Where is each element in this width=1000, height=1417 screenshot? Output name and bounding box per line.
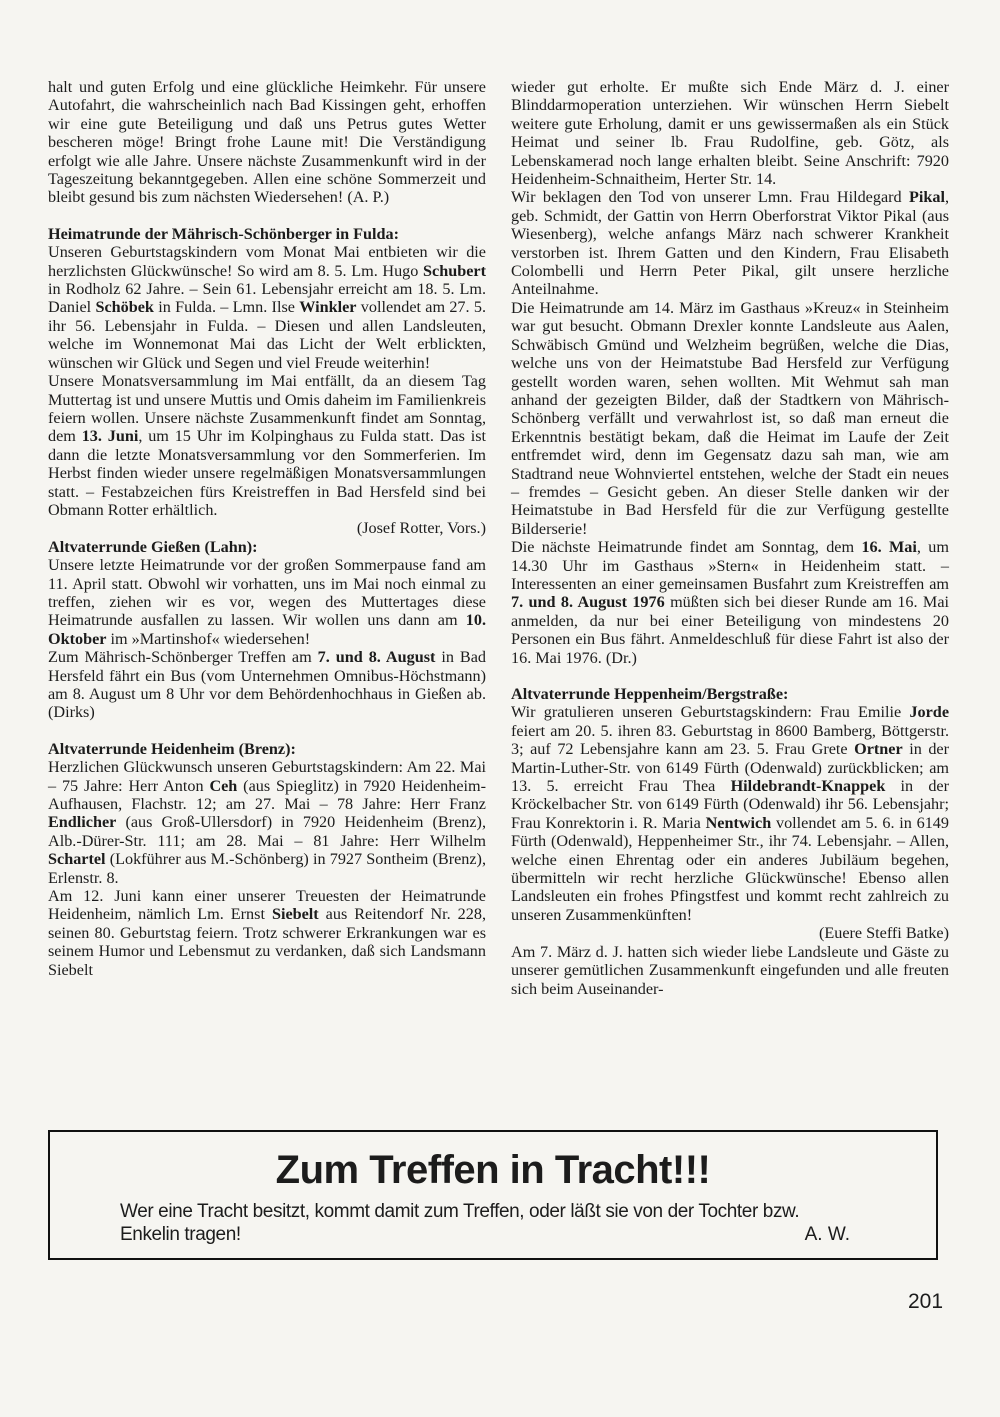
section-heading-heppenheim: Altvaterrunde Heppenheim/Bergstraße: [511, 685, 789, 703]
paragraph: Unsere letzte Heimatrunde vor der großen Sommerpause fand am 11. April statt. Obwohl wir vorhatten, uns im Mai noch einmal zu treffen, ziehen wir es vor, wegen des Muttertages diese Heimatrunde ausfallen zu lassen. Wir wollen uns dann am 10. Oktober im »Martinshof« wiedersehen! [48, 556, 486, 648]
paragraph: Wir gratulieren unseren Geburtstagskindern: Frau Emilie Jorde feiert am 20. 5. ihren 83. Geburtstag in 8600 Bamberg, Böttgerstr. 3; auf 72 Lebensjahre kann am 23. 5. Frau Grete Ortner in der Martin-Luther-Str. von 6149 Fürth (Odenwald) zurückblicken; am 13. 5. erreicht Frau Thea Hildebrandt-Knappek in der Kröckelbacher Str. von 6149 Fürth (Odenwald) ihr 56. Lebensjahr; Frau Konrektorin i. R. Maria Nentwich vollendet am 5. 6. in 6149 Fürth (Odenwald), Heppenheimer Str., ihr 74. Lebensjahr. – Allen, welche einen Ehrentag oder ein anderes Jubiläum begehen, übermitteln wir recht herzliche Glückwünsche! Ebenso allen Landsleuten ein frohes Pfingstfest und kommt recht zahlreich zu unseren Zusammenkünften! [511, 703, 950, 924]
paragraph: Am 12. Juni kann einer unserer Treuesten der Heimatrunde Heidenheim, nämlich Lm. Ernst Siebelt aus Reitendorf Nr. 228, seinen 80. Geburtstag feiern. Trotz schwerer Erkrankungen war es seinem Humor und Lebensmut zu verdanken, daß sich Landsmann Siebelt [48, 887, 486, 979]
notice-box [48, 1130, 938, 1260]
section-heading-giessen: Altvaterrunde Gießen (Lahn): [48, 537, 258, 556]
paragraph: Die nächste Heimatrunde findet am Sonntag, dem 16. Mai, um 14.30 Uhr im Gasthaus »Stern« in Heidenheim statt. – Interessenten an einer gemeinsamen Busfahrt zum Kreistreffen am 7. und 8. August 1976 müßten sich bei dieser Runde am 16. Mai anmelden, da nur bei einer Beteiligung von mindestens 20 Personen ein Bus fährt. Anmeldeschluß für diese Fahrt ist also der 16. Mai 1976. (Dr.) [511, 538, 950, 667]
paragraph: Unseren Geburtstagskindern vom Monat Mai entbieten wir die herzlichsten Glückwünsche! So wird am 8. 5. Lm. Hugo Schubert in Rodholz 62 Jahre. – Sein 61. Lebensjahr erreicht am 18. 5. Lm. Daniel Schöbek in Fulda. – Lmn. Ilse Winkler vollendet am 27. 5. ihr 56. Lebensjahr in Fulda. – Diesen und allen Landsleuten, welche im Wonnemonat Mai das Licht der Welt erblickten, wünschen wir Glück und Segen und viel Freude weiterhin! [48, 243, 486, 372]
left-column [48, 78, 486, 979]
notice-signature: A. W. [804, 1224, 850, 1245]
paragraph: Die Heimatrunde am 14. März im Gasthaus »Kreuz« in Steinheim war gut besucht. Obmann Drexler konnte Landsleute aus Aalen, Schwäbisch Gmünd und Welzheim begrüßen, welche die Dias, welche uns von der Heimatstube Bad Hersfeld zur Verfügung gestellt worden waren, sehen wollten. Mit Wehmut sah man anhand der gezeigten Bilder, daß der Stadtkern von Mährisch-Schönberg verfällt und verwahrlost ist, so daß man erneut die Erkenntnis bestätigt bekam, daß die Heimat im Laufe der Zeit entfremdet wird, denn im Gegensatz dazu sah man, wie am Stadtrand neue Wohnviertel entstehen, welche der Stadt ein neues – fremdes – Gesicht geben. An dieser Stelle danken wir der Heimatstube in Bad Hersfeld für die zur Verfügung gestellte Bilderserie! [511, 298, 949, 538]
notice-text: Wer eine Tracht besitzt, kommt damit zum Treffen, oder läßt sie von der Tochter bzw. Enkelin tragen! [120, 1201, 800, 1245]
right-column [511, 78, 949, 998]
signature: (Euere Steffi Batke) [818, 924, 949, 943]
section-heading-heidenheim: Altvaterrunde Heidenheim (Brenz): [48, 739, 296, 758]
paragraph: wieder gut erholte. Er mußte sich Ende März d. J. einer Blinddarmoperation unterziehen. Wir wünschen Herrn Siebelt weitere gute Erholung, damit er uns gewissermaßen als ein Stück Heimat und seiner lb. Frau Rudolfine, geb. Götz, als Lebenskamerad noch lange erhalten bleibt. Seine Anschrift: 7920 Heidenheim-Schnaitheim, Herter Str. 14. [511, 78, 949, 189]
paragraph: Unsere Monatsversammlung im Mai entfällt, da an diesem Tag Muttertag ist und unsere Muttis und Omis daheim im Familienkreis feiern wollen. Unsere nächste Zusammenkunft findet am Sonntag, dem 13. Juni, um 15 Uhr im Kolpinghaus zu Fulda statt. Das ist dann die letzte Monatsversammlung vor den Sommerferien. Im Herbst finden wieder unsere regelmäßigen Monatsversammlungen statt. – Festabzeichen fürs Kreistreffen in Bad Hersfeld sind bei Obmann Rotter erhältlich. [48, 372, 486, 519]
paragraph: Herzlichen Glückwunsch unseren Geburtstagskindern: Am 22. Mai – 75 Jahre: Herr Anton Ceh (aus Spieglitz) in 7920 Heidenheim-Aufhausen, Flachstr. 12; am 27. Mai – 78 Jahre: Herr Franz Endlicher (aus Groß-Ullersdorf) in 7920 Heidenheim (Brenz), Alb.-Dürer-Str. 111; am 28. Mai – 81 Jahre: Herr Wilhelm Schartel (Lokführer aus M.-Schönberg) in 7927 Sontheim (Brenz), Erlenstr. 8. [48, 758, 486, 887]
page-number: 201 [908, 1290, 944, 1313]
paragraph: Am 7. März d. J. hatten sich wieder liebe Landsleute und Gäste zu unserer gemütlichen Zusammenkunft eingefunden und alle freuten sich beim Auseinander- [511, 942, 949, 998]
paragraph: Zum Mährisch-Schönberger Treffen am 7. und 8. August in Bad Hersfeld fährt ein Bus (vom Unternehmen Omnibus-Höchstmann) am 8. August um 8 Uhr vor dem Behördenhochhaus in Gießen ab. (Dirks) [48, 648, 487, 722]
signature: (Josef Rotter, Vors.) [356, 519, 486, 538]
section-heading-fulda: Heimatrunde der Mährisch-Schönberger in Fulda: [48, 224, 400, 243]
paragraph: Wir beklagen den Tod von unserer Lmn. Frau Hildegard Pikal, geb. Schmidt, der Gattin von Herrn Oberforstrat Viktor Pikal (aus Wiesenberg), welche anfangs März nach schwerer Krankheit verstorben ist. Ihrem Gatten und den Kindern, Frau Elisabeth Colombelli und Herrn Peter Pikal, gilt unsere herzliche Anteilnahme. [511, 188, 949, 299]
paragraph: halt und guten Erfolg und eine glückliche Heimkehr. Für unsere Autofahrt, die wahrscheinlich nach Bad Kissingen geht, erhoffen wir eine gute Beteiligung und daß uns Petrus gutes Wetter bescheren möge! Bringt frohe Laune mit! Die Verständigung erfolgt wie alle Jahre. Unsere nächste Zusammenkunft wird in der Tageszeitung bekanntgegeben. Allen eine schöne Sommerzeit und bleibt gesund bis zum nächsten Wiedersehen! (A. P.) [48, 78, 486, 207]
notice-title: Zum Treffen in Tracht!!! [275, 1148, 711, 1192]
